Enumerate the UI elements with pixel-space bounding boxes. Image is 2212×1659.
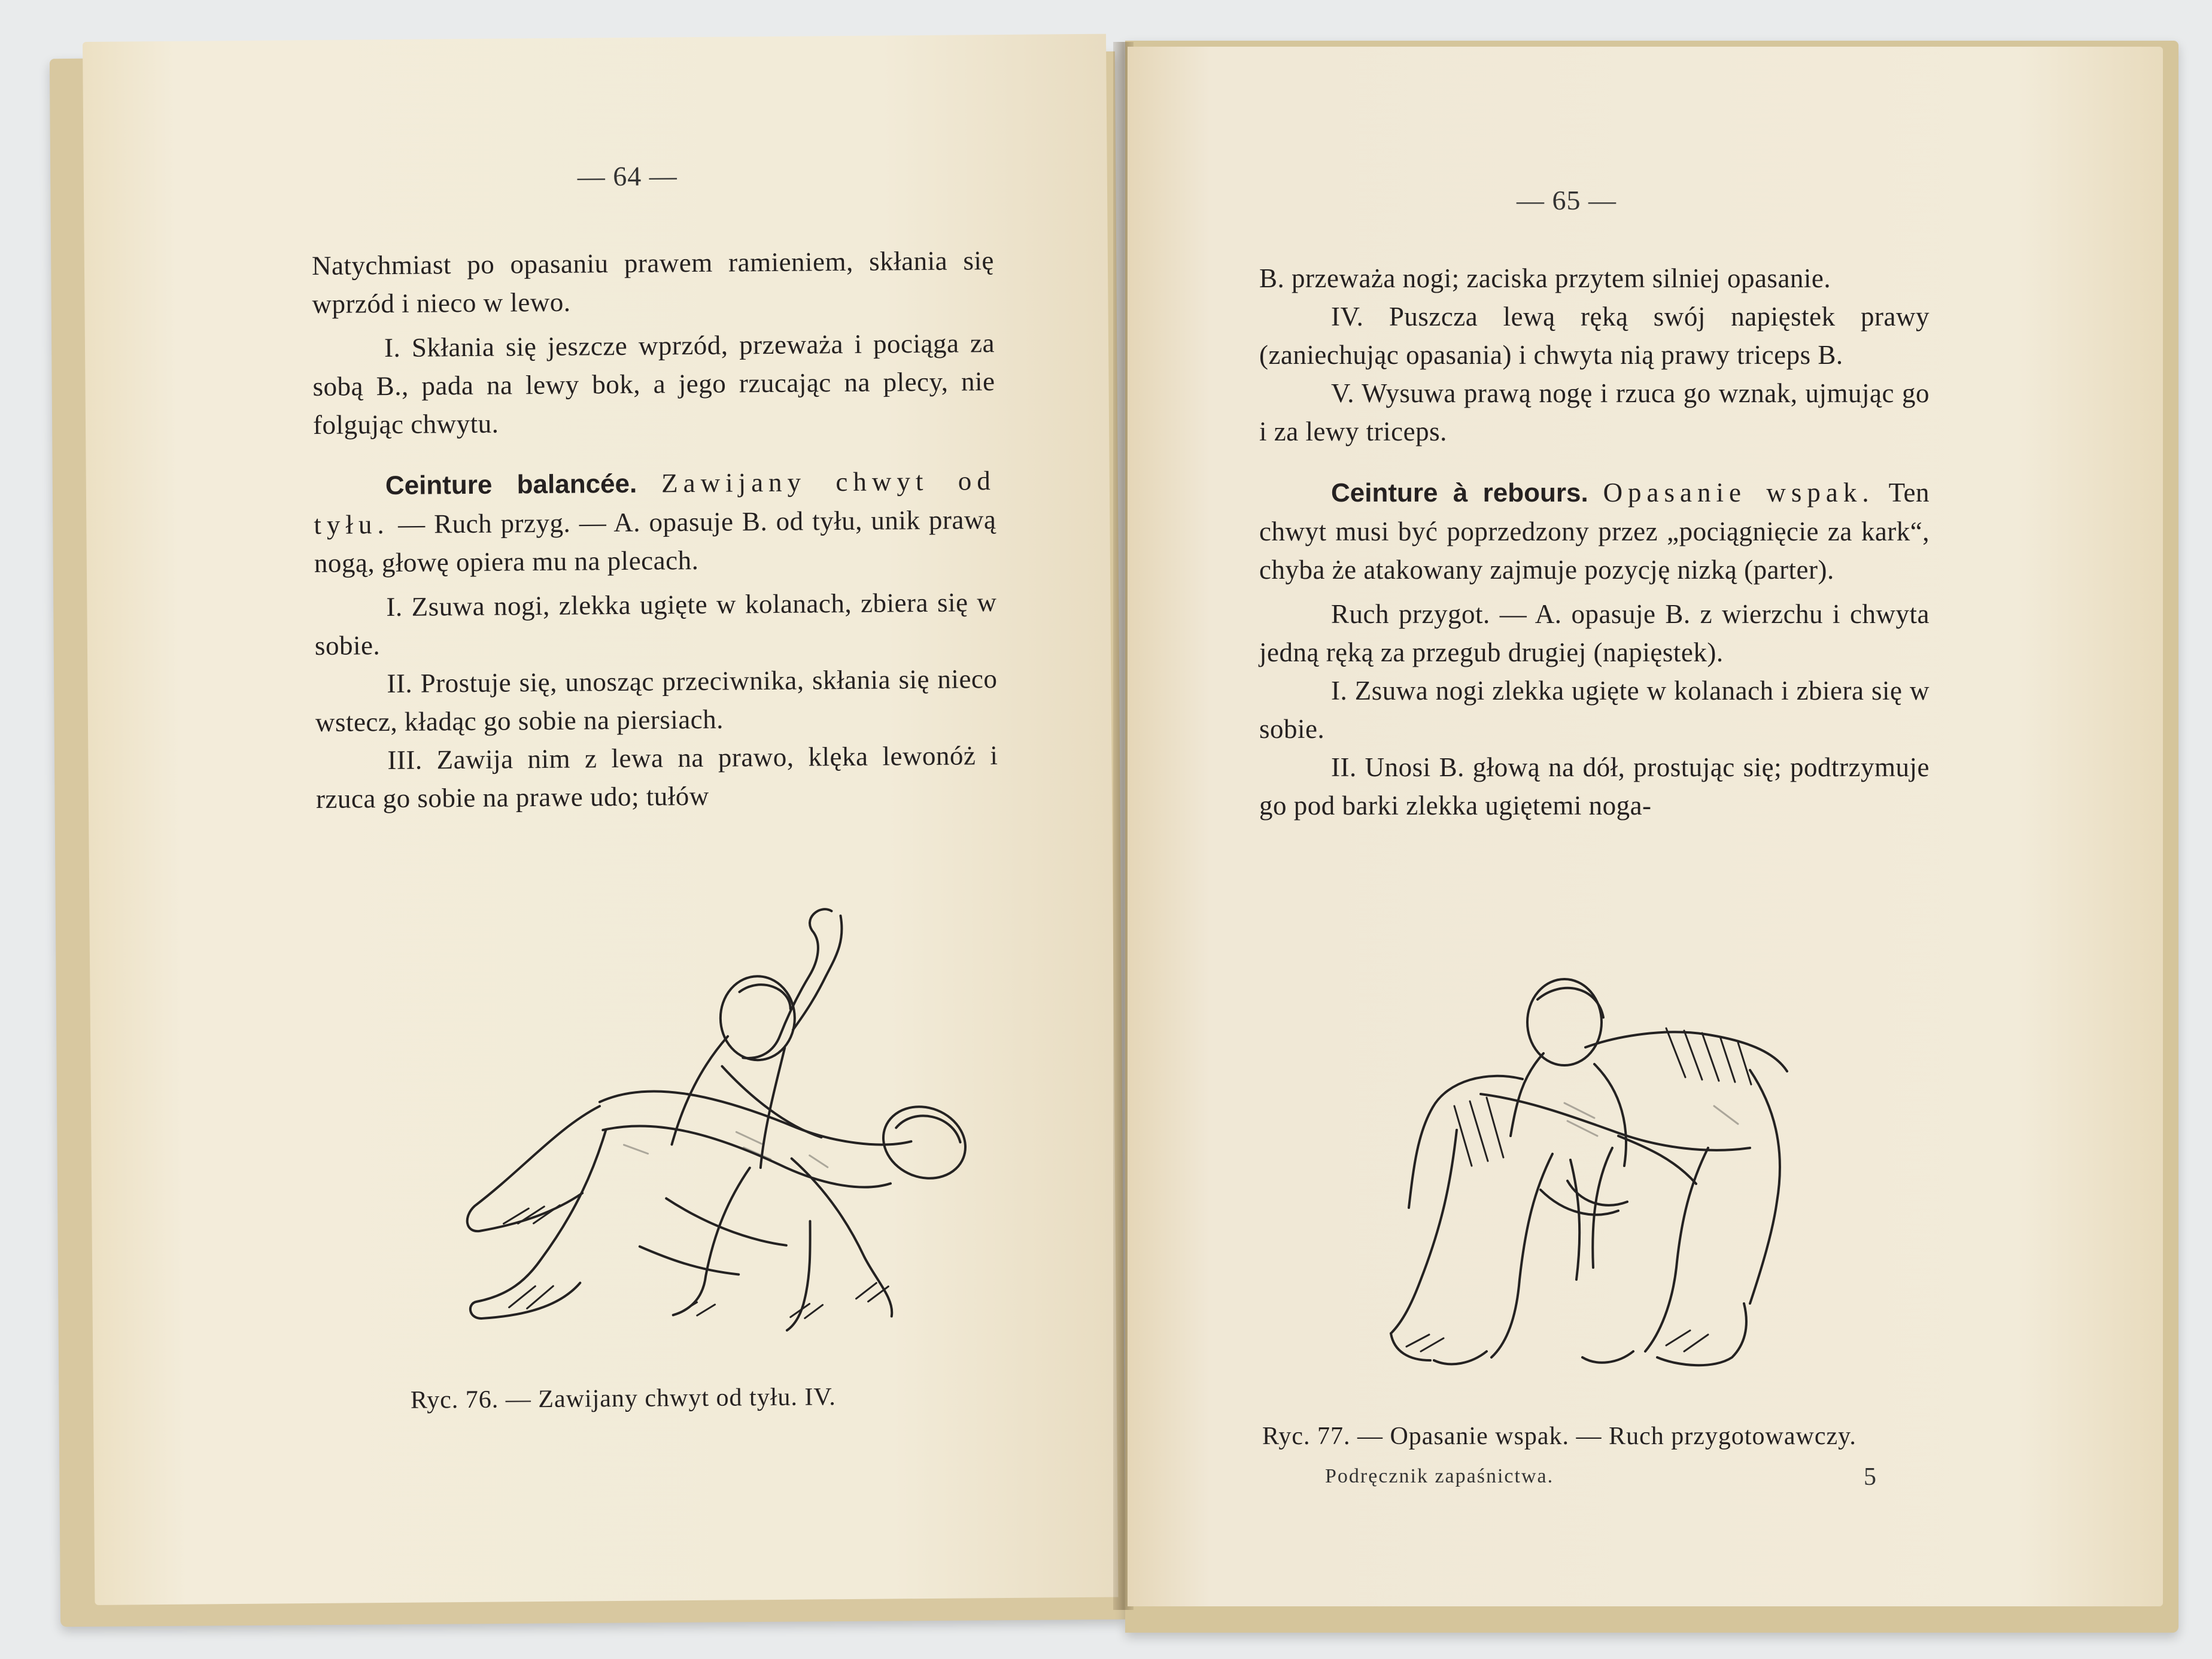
left-paragraph-2: I. Skłania się jeszcze wprzód, przeważa i pociąga za sobą B., pada na lewy bok, a jego rzucając na plecy, nie folgując chwytu. [312,328,995,440]
wrestling-illustration-ryc-77 [1385,968,1894,1375]
right-footer-title: Podręcznik zapaśnictwa. [1325,1465,1554,1487]
left-paragraph-1: Natychmiast po opasaniu prawem ramieniem, skłania się wprzód i nieco w lewo. [311,245,995,320]
right-section-title: Opasanie wspak. [1603,478,1874,508]
left-page-number: — 64 — [577,160,677,192]
right-paragraph-5: Ruch przygot. — A. opasuje B. z wierzchu i chwyta jedną ręką za przegub drugiej (napięstek). [1259,599,1930,667]
right-page [1128,47,2163,1606]
left-section-ceinture-balancee [314,461,996,582]
left-page [83,34,1118,1605]
right-section-term: Ceinture à rebours. [1331,478,1588,508]
left-paragraph-6: III. Zawija nim z lewa na prawo, klęka lewonóż i rzuca go sobie na prawe udo; tułów [315,740,998,814]
right-page-number: — 65 — [1517,185,1617,215]
right-paragraph-2: IV. Puszcza lewą ręką swój napięstek prawy (zaniechując opasania) i chwyta nią prawy triceps B. [1259,302,1930,370]
right-paragraph-7: II. Unosi B. głową na dół, prostując się; podtrzymuje go pod barki zlekka ugiętemi noga- [1259,752,1930,821]
right-section-ceinture-a-rebours [1259,473,1930,589]
left-page-text [312,241,998,818]
signature-number: 5 [1864,1463,1876,1491]
right-paragraph-6: I. Zsuwa nogi zlekka ugięte w kolanach i zbiera się w sobie. [1259,676,1930,744]
left-paragraph-4: I. Zsuwa nogi, zlekka ugięte w kolanach, zbiera się w sobie. [314,587,997,661]
right-paragraph-1: B. przeważa nogi; zaciska przytem silniej opasanie. [1259,263,1831,293]
left-figure-caption: Ryc. 76. — Zawijany chwyt od tyłu. IV. [410,1383,836,1414]
right-paragraph-3: V. Wysuwa prawą nogę i rzuca go wznak, ujmując go i za lewy triceps. [1259,378,1930,446]
left-section-body: — Ruch przyg. — A. opasuje B. od tyłu, unik prawą nogą, głowę opiera mu na plecach. [314,505,996,578]
wrestling-illustration-ryc-76 [448,885,990,1344]
left-section-term: Ceinture balancée. [385,469,637,501]
left-section-title: Zawijany chwyt od tyłu. [314,466,996,540]
right-figure-caption: Ryc. 77. — Opasanie wspak. — Ruch przygotowawczy. [1262,1423,1856,1450]
left-paragraph-5: II. Prostuje się, unosząc przeciwnika, skłania się nieco wstecz, kładąc go sobie na piersiach. [315,664,998,737]
right-section-body: Ten chwyt musi być poprzedzony przez „pociągnięcie za kark“, chyba że atakowany zajmuje pozycję nizką (parter). [1259,478,1930,585]
right-page-text [1259,259,1930,825]
